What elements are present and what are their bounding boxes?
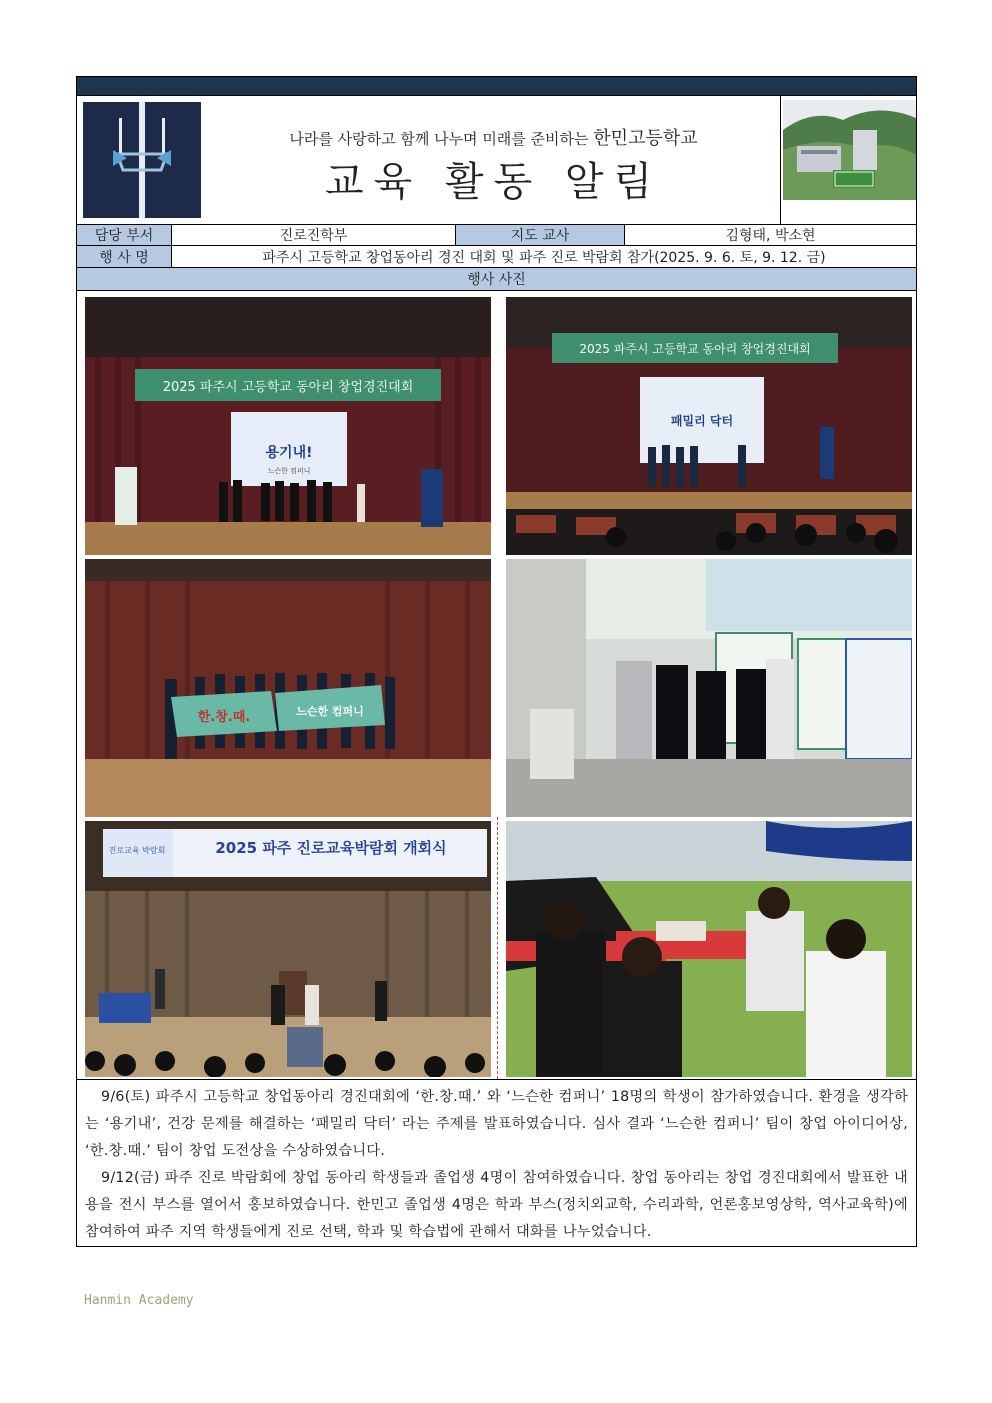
photo-career-fair-ceremony <box>85 821 491 1077</box>
teacher-label: 지도 교사 <box>456 225 625 245</box>
photo-contest-stage-1 <box>85 297 491 555</box>
photos-label: 행사 사진 <box>77 268 916 290</box>
school-logo <box>83 102 201 218</box>
photo2-banner: 2025 파주시 고등학교 동아리 창업경진대회 <box>579 342 811 356</box>
event-label: 행 사 명 <box>77 246 172 267</box>
photo-booth-display <box>506 559 912 817</box>
photo1-screen-title: 용기내! <box>265 445 313 461</box>
photo-divider <box>497 817 498 1079</box>
photo5-banner-sub: 진로교육 박람회 <box>108 846 166 855</box>
info-row-event <box>76 246 917 268</box>
photo-contest-stage-2 <box>506 297 912 555</box>
photo3-sign1: 한.창.때. <box>197 710 251 725</box>
teacher-value: 김형태, 박소현 <box>725 228 816 244</box>
document-sheet <box>76 76 917 1247</box>
header-text <box>207 96 781 224</box>
footer-text: Hanmin Academy <box>84 1293 194 1308</box>
event-value: 파주시 고등학교 창업동아리 경진 대회 및 파주 진로 박람회 참가(2025. 9. 6. 토, 9. 12. 금) <box>262 249 826 266</box>
info-row-photos <box>76 268 917 291</box>
motto <box>207 124 780 150</box>
photo1-screen-sub: 느슨한 컴퍼니 <box>267 467 311 475</box>
photo3-sign2: 느슨한 컴퍼니 <box>296 705 364 718</box>
page-title: 교육 활동 알림 <box>324 159 663 205</box>
school-name: 한민고등학교 <box>593 128 698 149</box>
photo-outdoor-booth <box>506 821 912 1077</box>
photo1-banner: 2025 파주시 고등학교 동아리 창업경진대회 <box>162 380 414 395</box>
info-row-department <box>76 224 917 246</box>
description-paragraph-1: 9/6(토) 파주시 고등학교 창업동아리 경진대회에 ‘한.창.때.’ 와 ‘느슨한 컴퍼니’ 18명의 학생이 참가하였습니다. 환경을 생각하는 ‘용기내’, 건강 문제를 해결하는 ‘패밀리 닥터’ 라는 주제를 발표하였습니다. 심사 결과 ‘느슨한 컴퍼니’ 팀이 창업 아이디어상, ‘한.창.때.’ 팀이 창업 도전상을 수상하였습니다. <box>85 1089 908 1159</box>
photo-award-teams <box>85 559 491 817</box>
dept-value: 진로진학부 <box>172 225 456 245</box>
description-paragraph-2: 9/12(금) 파주 진로 박람회에 창업 동아리 학생들과 졸업생 4명이 참여하였습니다. 창업 동아리는 창업 경진대회에서 발표한 내용을 전시 부스를 열어서 홍보하였습니다. 한민고 졸업생 4명은 학과 부스(정치외교학, 수리과학, 언론홍보영상학, 역사교육학)에 참여하여 파주 지역 학생들에게 진로 선택, 학과 및 학습법에 관해서 대화를 나누었습니다. <box>85 1170 908 1240</box>
photo-grid <box>76 291 917 1079</box>
dept-label: 담당 부서 <box>77 225 172 245</box>
top-bar <box>76 76 917 96</box>
photo5-banner: 2025 파주 진로교육박람회 개회식 <box>215 839 447 857</box>
header <box>76 96 917 224</box>
photo2-screen-title: 패밀리 닥터 <box>670 414 734 428</box>
description-box <box>76 1079 917 1247</box>
campus-image <box>783 100 916 200</box>
motto-text: 나라를 사랑하고 함께 나누며 미래를 준비하는 <box>289 130 589 148</box>
